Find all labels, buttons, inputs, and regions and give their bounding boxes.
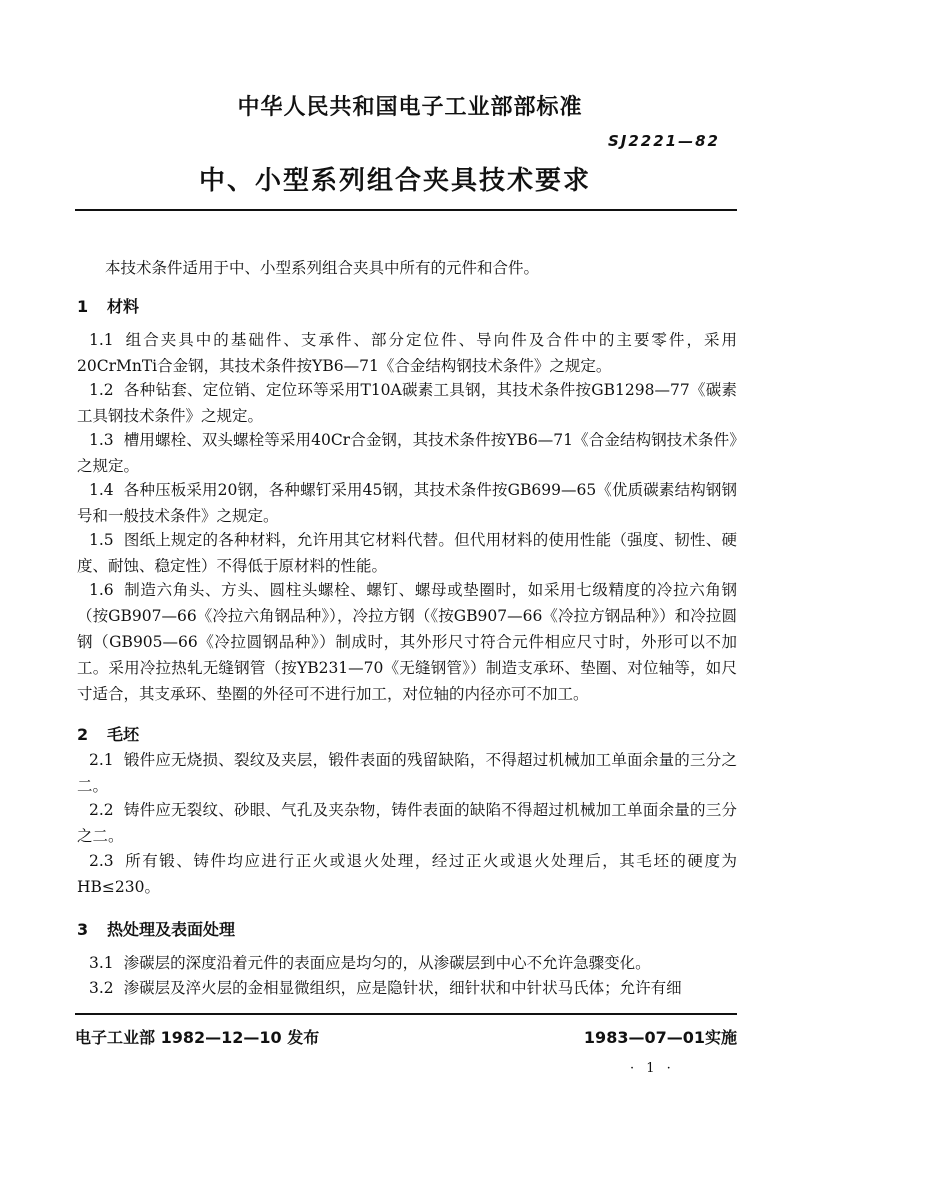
section-title: 热处理及表面处理 — [107, 920, 236, 939]
section-title: 毛坯 — [107, 725, 140, 744]
paragraph-number: 3.1 — [89, 954, 114, 972]
paragraph-text: 组合夹具中的基础件、支承件、部分定位件、导向件及合件中的主要零件，采用20CrMnTi合金钢，其技术条件按YB6—71《合金结构钢技术条件》之规定。 — [77, 331, 737, 375]
paragraph-2-1 — [77, 747, 737, 799]
paragraph-1-4 — [77, 477, 737, 529]
top-divider — [75, 209, 737, 211]
paragraph-number: 2.2 — [89, 801, 114, 819]
paragraph-number: 2.3 — [89, 852, 114, 870]
paragraph-number: 1.1 — [89, 331, 114, 349]
paragraph-number: 1.3 — [89, 431, 114, 449]
page-number: · 1 · — [630, 1061, 675, 1076]
paragraph-1-3 — [77, 427, 737, 479]
paragraph-1-1 — [77, 327, 737, 379]
paragraph-1-5 — [77, 527, 737, 579]
ministry-header: 中华人民共和国电子工业部部标准 — [237, 95, 583, 120]
paragraph-number: 1.4 — [89, 481, 114, 499]
paragraph-text: 各种压板采用20钢，各种螺钉采用45钢，其技术条件按GB699—65《优质碳素结构钢钢号和一般技术条件》之规定。 — [77, 481, 737, 525]
effective-date: 1983—07—01实施 — [583, 1028, 737, 1047]
paragraph-text: 铸件应无裂纹、砂眼、气孔及夹杂物，铸件表面的缺陷不得超过机械加工单面余量的三分之二。 — [77, 801, 737, 845]
section-2-heading — [77, 722, 139, 745]
section-number: 1 — [77, 297, 89, 316]
paragraph-2-3 — [77, 848, 737, 900]
section-3-heading — [77, 917, 235, 940]
section-1-heading — [77, 294, 139, 317]
paragraph-text: 锻件应无烧损、裂纹及夹层，锻件表面的残留缺陷，不得超过机械加工单面余量的三分之二。 — [77, 751, 737, 795]
paragraph-number: 1.5 — [89, 531, 114, 549]
document-title: 中、小型系列组合夹具技术要求 — [198, 166, 591, 196]
paragraph-text: 槽用螺栓、双头螺栓等采用40Cr合金钢，其技术条件按YB6—71《合金结构钢技术条件》之规定。 — [77, 431, 737, 475]
paragraph-2-2 — [77, 797, 737, 849]
paragraph-text: 渗碳层及淬火层的金相显微组织，应是隐针状，细针状和中针状马氏体；允许有细 — [123, 979, 682, 997]
paragraph-text: 图纸上规定的各种材料，允许用其它材料代替。但代用材料的使用性能（强度、韧性、硬度、耐蚀、稳定性）不得低于原材料的性能。 — [77, 531, 737, 575]
section-number: 2 — [77, 725, 89, 744]
paragraph-number: 3.2 — [89, 979, 114, 997]
intro-text: 本技术条件适用于中、小型系列组合夹具中所有的元件和合件。 — [105, 259, 540, 277]
standard-number: SJ2221—82 — [607, 132, 720, 150]
issue-date: 电子工业部 1982—12—10 发布 — [75, 1028, 320, 1047]
paragraph-1-6 — [77, 577, 737, 707]
paragraph-text: 渗碳层的深度沿着元件的表面应是均匀的，从渗碳层到中心不允许急骤变化。 — [123, 954, 651, 972]
paragraph-3-1 — [77, 950, 737, 976]
section-title: 材料 — [107, 297, 140, 316]
paragraph-number: 1.6 — [89, 581, 114, 599]
section-number: 3 — [77, 920, 89, 939]
paragraph-text: 所有锻、铸件均应进行正火或退火处理，经过正火或退火处理后，其毛坯的硬度为HB≤230。 — [77, 852, 737, 896]
bottom-divider — [75, 1013, 737, 1015]
paragraph-text: 各种钻套、定位销、定位环等采用T10A碳素工具钢，其技术条件按GB1298—77《碳素工具钢技术条件》之规定。 — [77, 381, 737, 425]
paragraph-number: 1.2 — [89, 381, 114, 399]
paragraph-3-2 — [77, 975, 737, 1001]
paragraph-text: 制造六角头、方头、圆柱头螺栓、螺钉、螺母或垫圈时，如采用七级精度的冷拉六角钢（按GB907—66《冷拉六角钢品种》），冷拉方钢（《按GB907—66《冷拉方钢品种》）和冷拉圆钢（GB905—66《冷拉圆钢品种》）制成时，其外形尺寸符合元件相应尺寸时，外形可以不加工。采用冷拉热轧无缝钢管（按YB231—70《无缝钢管》）制造支承环、垫圈、对位轴等，如尺寸适合，其支承环、垫圈的外径可不进行加工，对位轴的内径亦可不加工。 — [77, 581, 737, 703]
paragraph-number: 2.1 — [89, 751, 114, 769]
paragraph-1-2 — [77, 377, 737, 429]
